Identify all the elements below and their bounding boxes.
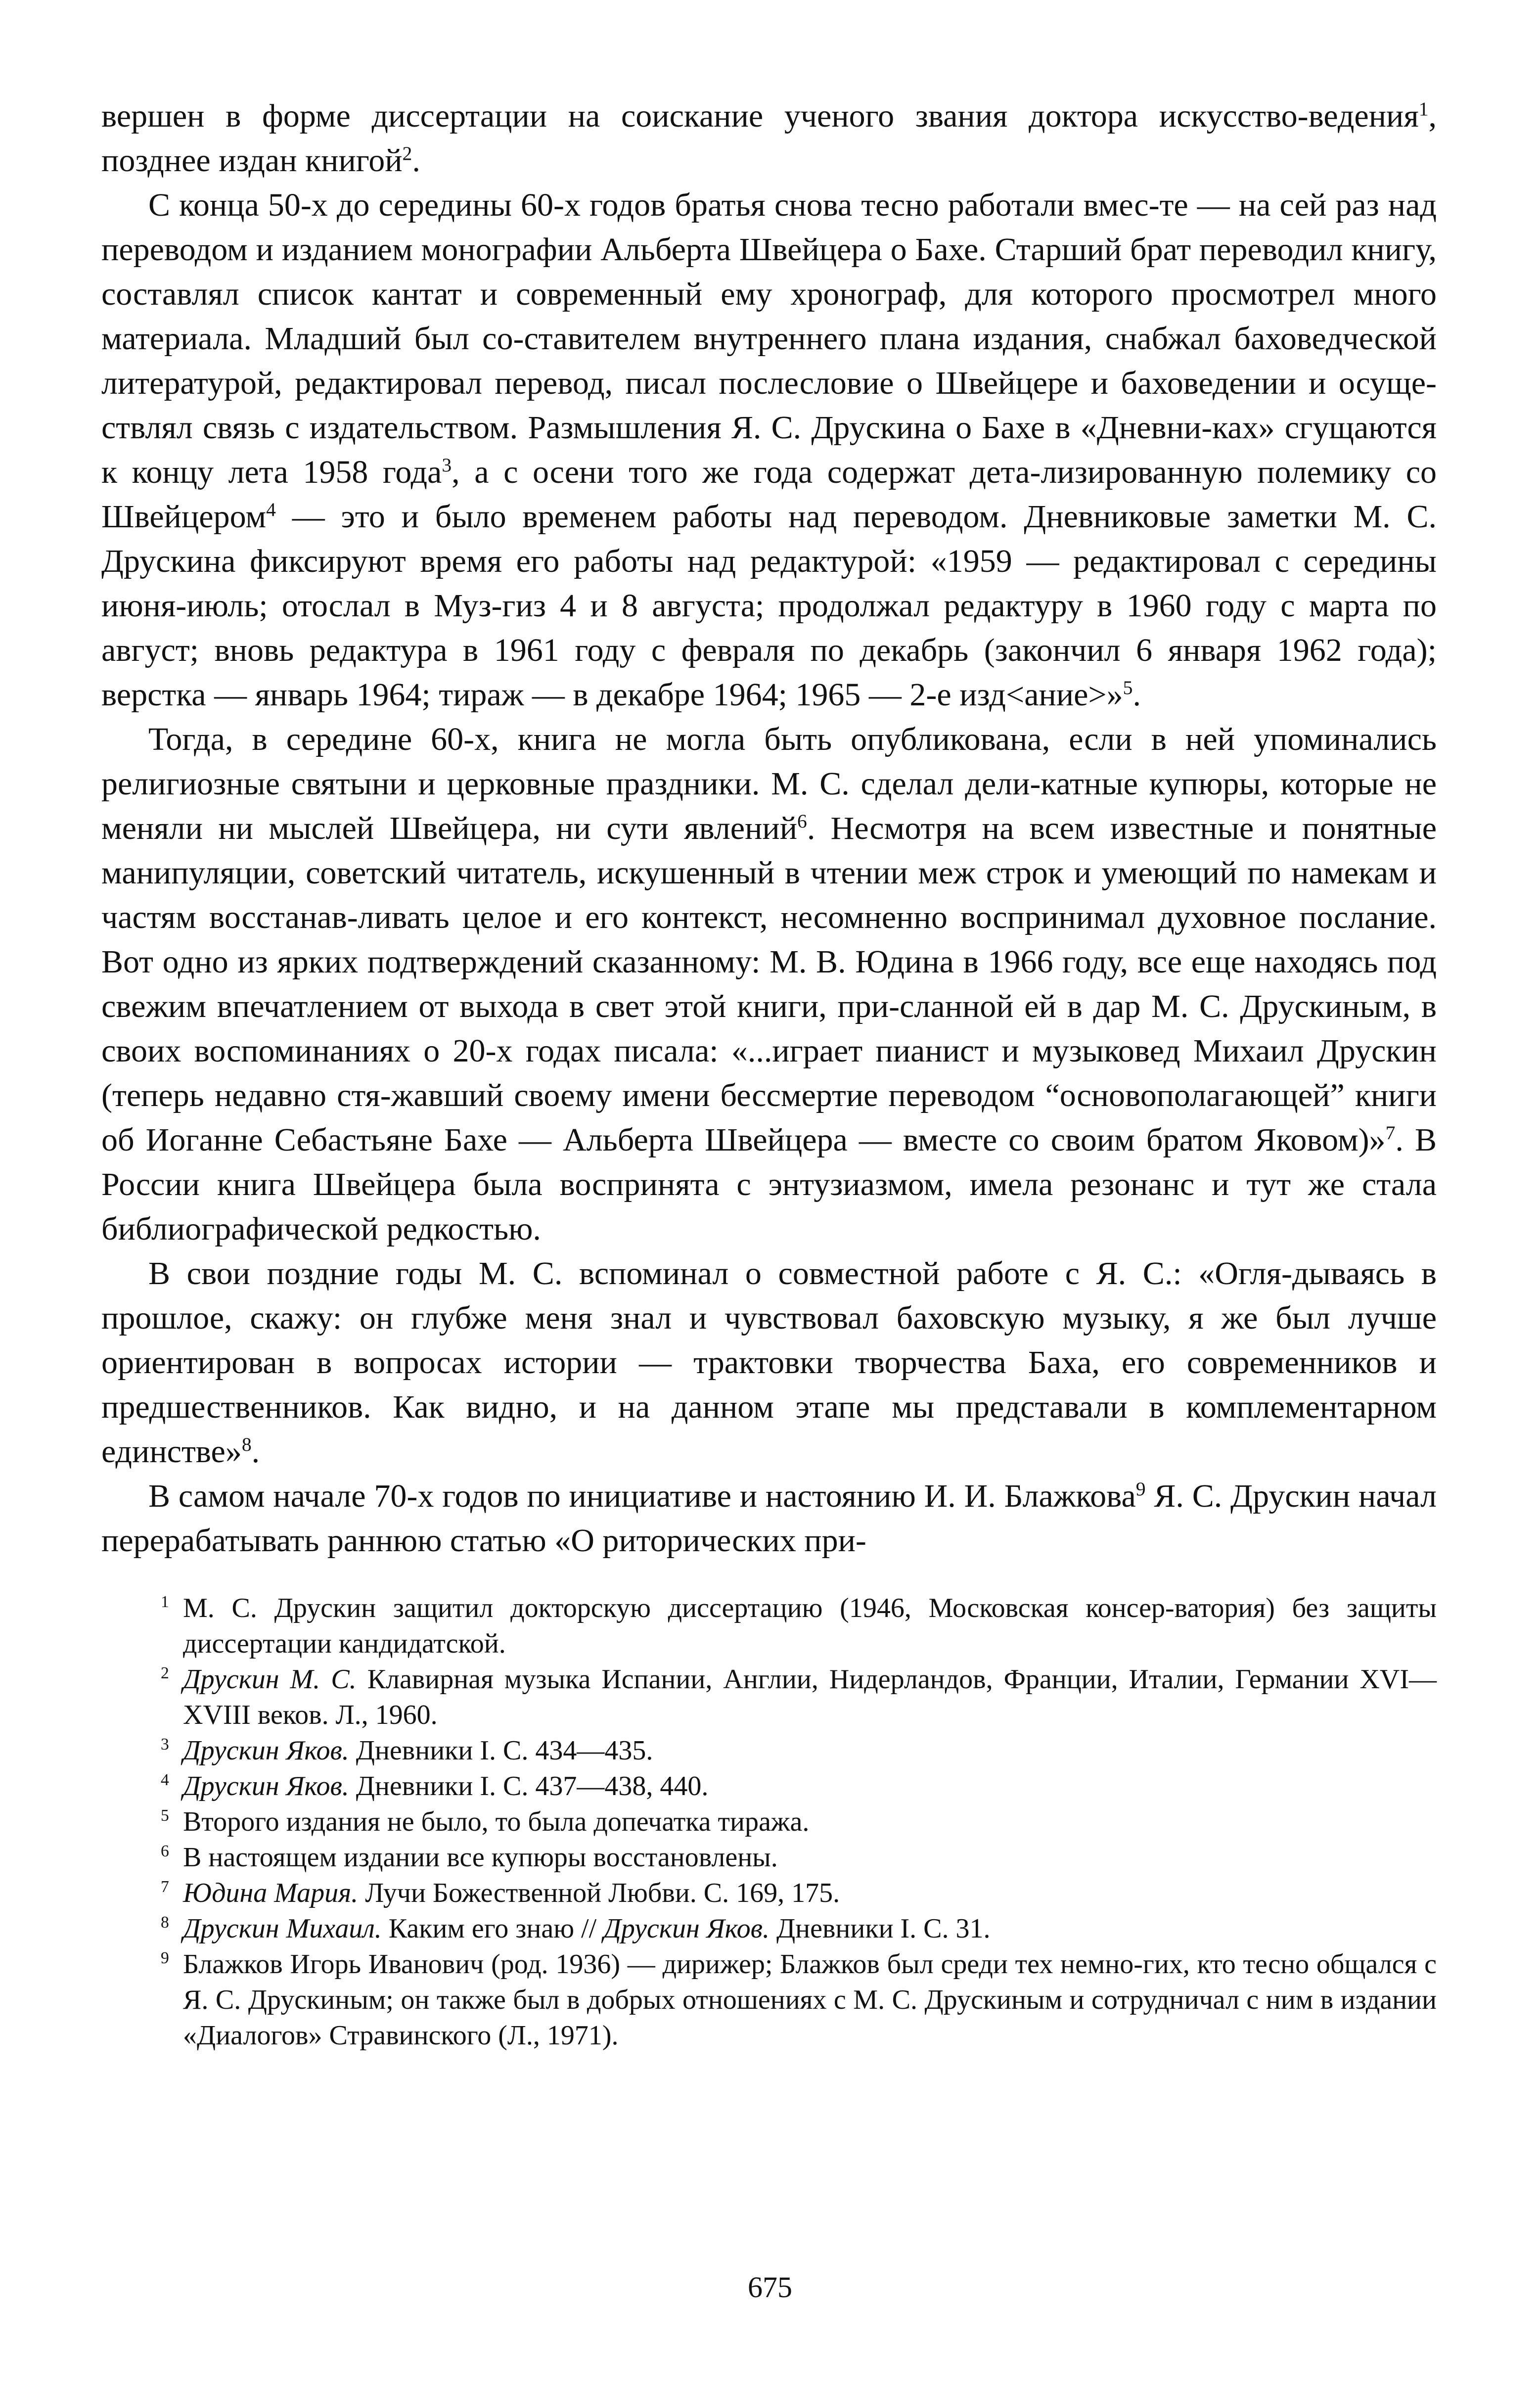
footnote-3: 3 Друскин Яков. Дневники I. С. 434—435.	[161, 1735, 653, 1766]
text: , позднее издан книгой	[101, 98, 1437, 179]
text: В свои поздние годы М. С. вспоминал о совместной работе с Я. С.: «Огля-дываясь в прошлое, скажу: он глубже меня знал и чувствовал баховскую музыку, я же был лучше ориентирован в вопросах истории — трактовки творчества Баха, его современников и предшественников. Как видно, и на данном этапе мы представали в комплементарном единстве»	[101, 1255, 1437, 1470]
footnote-text: М. С. Друскин защитил докторскую диссертацию (1946, Московская консер-ватория) без защиты диссертации кандидатской.	[183, 1593, 1437, 1659]
page-body	[101, 94, 1437, 2053]
footnote-ref[interactable]: 8	[241, 1433, 252, 1455]
text: Я. С. Друскин начал перерабатывать раннюю статью «О риторических при-	[101, 1478, 1437, 1559]
footnote-text: В настоящем издании все купюры восстановлены.	[183, 1842, 778, 1873]
footnote-author: Друскин Яков.	[183, 1735, 349, 1766]
paragraph-1	[101, 94, 1437, 183]
footnotes	[101, 1590, 1437, 2053]
footnote-6: 6 В настоящем издании все купюры восстановлены.	[161, 1842, 778, 1873]
footnote-text: Каким его знаю //	[381, 1913, 604, 1944]
footnote-9: 9 Блажков Игорь Иванович (род. 1936) — дирижер; Блажков был среди тех немно-гих, кто тесно общался с Я. С. Друскиным; он также был в добрых отношениях с М. С. Друскиным и сотрудничал с ним в издании «Диалогов» Стравинского (Л., 1971).	[161, 1949, 1437, 2051]
text: . Несмотря на всем известные и понятные манипуляции, советский читатель, искушенный в чтении меж строк и умеющий по намекам и частям восстанав-ливать целое и его контекст, несомненно воспринимал духовное послание. Вот одно из ярких подтверждений сказанному: М. В. Юдина в 1966 году, все еще находясь под свежим впечатлением от выхода в свет этой книги, при-сланной ей в дар М. С. Друскиным, в своих воспоминаниях о 20-х годах писала: «...играет пианист и музыковед Михаил Друскин (теперь недавно стя-жавший своему имени бессмертие переводом “основополагающей” книги об Иоганне Себастьяне Бахе — Альберта Швейцера — вместе со своим братом Яковом)»	[101, 810, 1437, 1158]
footnote-ref[interactable]: 1	[1418, 98, 1429, 120]
footnote-ref[interactable]: 9	[1135, 1478, 1146, 1500]
footnote-author: Друскин Яков.	[183, 1771, 349, 1801]
footnote-4: 4 Друскин Яков. Дневники I. С. 437—438, 440.	[161, 1771, 709, 1801]
footnote-author: Друскин Яков.	[603, 1913, 770, 1944]
paragraph-3	[101, 717, 1437, 1251]
text: .	[412, 142, 420, 179]
text: .	[251, 1433, 260, 1470]
footnote-text: Дневники I. С. 31.	[769, 1913, 991, 1944]
text: С конца 50-х до середины 60-х годов братья снова тесно работали вмес-те — на сей раз над переводом и изданием монографии Альберта Швейцера о Бахе. Старший брат переводил книгу, составлял список кантат и современный ему хронограф, для которого просмотрел много материала. Младший был со-ставителем внутреннего плана издания, снабжал баховедческой литературой, редактировал перевод, писал послесловие о Швейцере и баховедении и осуще-ствлял связь с издательством. Размышления Я. С. Друскина о Бахе в «Дневни-ках» сгущаются к концу лета 1958 года	[101, 187, 1437, 490]
footnote-text: Блажков Игорь Иванович (род. 1936) — дирижер; Блажков был среди тех немно-гих, кто тесно общался с Я. С. Друскиным; он также был в добрых отношениях с М. С. Друскиным и сотрудничал с ним в издании «Диалогов» Стравинского (Л., 1971).	[183, 1949, 1437, 2051]
footnote-text: Клавирная музыка Испании, Англии, Нидерландов, Франции, Италии, Германии XVI—XVIII веков. Л., 1960.	[183, 1664, 1437, 1730]
text: . В России книга Швейцера была воспринята с энтузиазмом, имела резонанс и тут же стала библиографической редкостью.	[101, 1122, 1437, 1247]
footnote-ref[interactable]: 7	[1385, 1122, 1396, 1144]
footnote-text: Дневники I. С. 437—438, 440.	[349, 1771, 709, 1801]
footnote-author: Друскин Михаил.	[183, 1913, 382, 1944]
footnote-text: Лучи Божественной Любви. С. 169, 175.	[358, 1878, 840, 1908]
text: вершен в форме диссертации на соискание ученого звания доктора искусство-ведения	[101, 98, 1419, 134]
footnote-text: Второго издания не было, то была допечатка тиража.	[183, 1806, 810, 1837]
footnote-ref[interactable]: 4	[266, 499, 276, 520]
footnote-7: 7 Юдина Мария. Лучи Божественной Любви. С. 169, 175.	[161, 1878, 840, 1908]
paragraph-5	[101, 1474, 1437, 1563]
text: Тогда, в середине 60-х, книга не могла быть опубликована, если в ней упоминались религиозные святыни и церковные праздники. М. С. сделал дели-катные купюры, которые не меняли ни мыслей Швейцера, ни сути явлений	[101, 721, 1437, 846]
footnote-5: 5 Второго издания не было, то была допечатка тиража.	[161, 1806, 810, 1837]
paragraph-4	[101, 1251, 1437, 1474]
footnote-ref[interactable]: 3	[442, 454, 452, 476]
footnote-author: Друскин М. С.	[183, 1664, 357, 1695]
footnote-ref[interactable]: 2	[402, 142, 412, 164]
footnote-8: 8 Друскин Михаил. Каким его знаю // Друскин Яков. Дневники I. С. 31.	[161, 1913, 991, 1944]
footnote-ref[interactable]: 5	[1123, 677, 1133, 698]
text: — это и было временем работы над переводом. Дневниковые заметки М. С. Друскина фиксируют время его работы над редактурой: «1959 — редактировал с середины июня-июль; отослал в Муз-гиз 4 и 8 августа; продолжал редактуру в 1960 году с марта по август; вновь редактура в 1961 году с февраля по декабрь (закончил 6 января 1962 года); верстка — январь 1964; тираж — в декабре 1964; 1965 — 2-е изд<ание>»	[101, 499, 1437, 713]
text: .	[1132, 677, 1141, 713]
footnote-ref[interactable]: 6	[797, 810, 807, 832]
footnote-2: 2 Друскин М. С. Клавирная музыка Испании, Англии, Нидерландов, Франции, Италии, Германии XVI—XVIII веков. Л., 1960.	[161, 1664, 1437, 1730]
text: В самом начале 70-х годов по инициативе и настоянию И. И. Блажкова	[148, 1478, 1136, 1514]
text: , а с осени того же года содержат дета-лизированную полемику со Швейцером	[101, 454, 1437, 535]
page-number: 675	[748, 2271, 792, 2304]
paragraph-2	[101, 183, 1437, 717]
footnote-author: Юдина Мария.	[183, 1878, 359, 1908]
footnote-text: Дневники I. С. 434—435.	[349, 1735, 653, 1766]
footnote-1: 1 М. С. Друскин защитил докторскую диссертацию (1946, Московская консер-ватория) без защиты диссертации кандидатской.	[161, 1593, 1437, 1659]
